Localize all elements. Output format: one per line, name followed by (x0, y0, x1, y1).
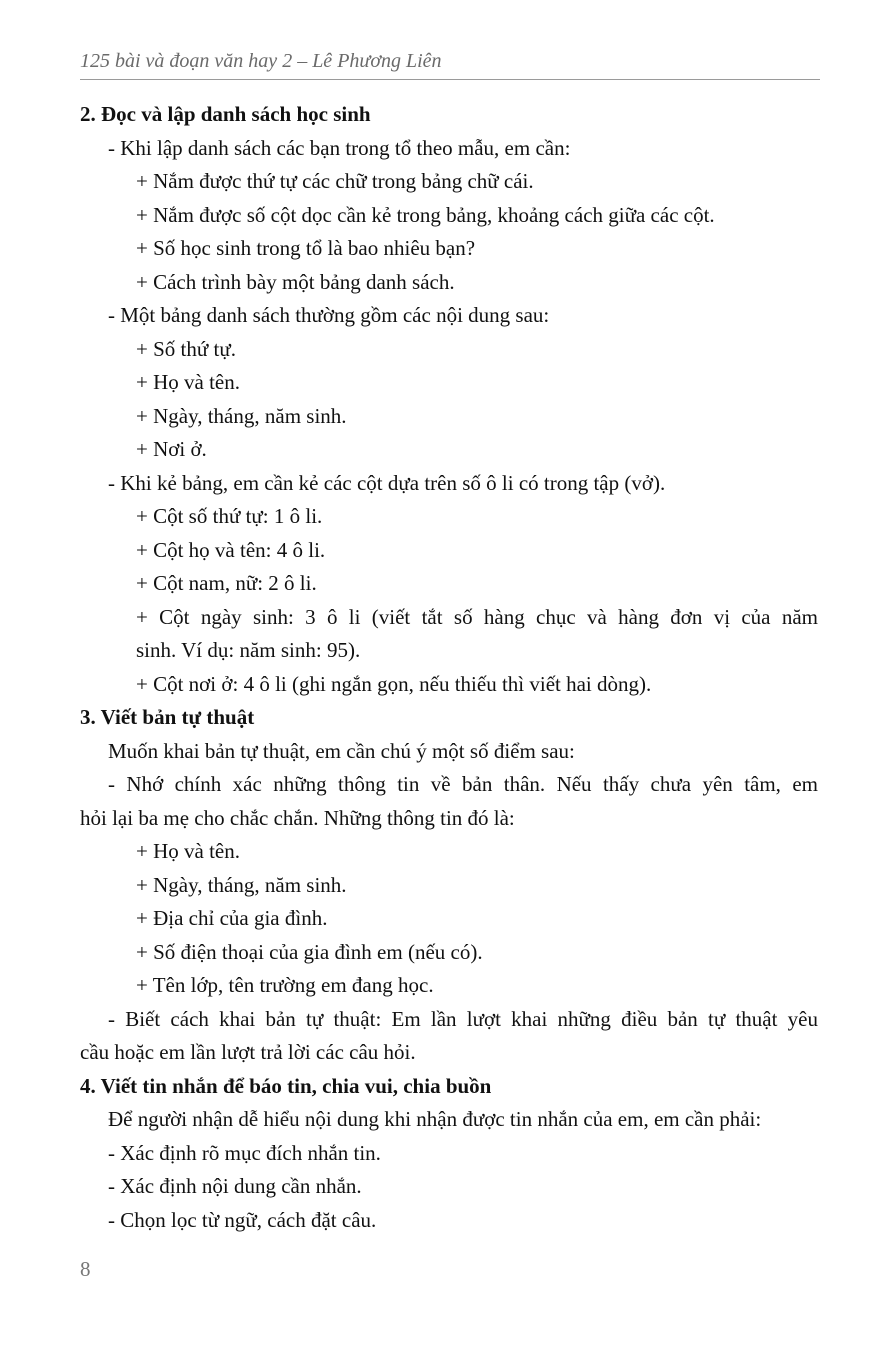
section-heading: 3. Viết bản tự thuật (80, 705, 255, 729)
list-item: + Họ và tên. (136, 370, 240, 394)
list-item-wrap-line2: sinh. Ví dụ: năm sinh: 95). (136, 638, 361, 662)
list-item: + Cột số thứ tự: 1 ô li. (136, 504, 323, 528)
list-item: + Cách trình bày một bảng danh sách. (136, 269, 455, 294)
list-item: + Cột nơi ở: 4 ô li (ghi ngắn gọn, nếu thiếu thì viết hai dòng). (136, 671, 652, 696)
paragraph-line: - Xác định nội dung cần nhắn. (108, 1174, 362, 1198)
paragraph-line: - Khi kẻ bảng, em cần kẻ các cột dựa trên số ô li có trong tập (vở). (108, 470, 666, 495)
list-item: + Địa chỉ của gia đình. (136, 906, 328, 930)
paragraph-line: - Xác định rõ mục đích nhắn tin. (108, 1140, 381, 1165)
header-divider (80, 79, 820, 80)
paragraph-line: - Chọn lọc từ ngữ, cách đặt câu. (108, 1207, 377, 1232)
list-item: + Số điện thoại của gia đình em (nếu có). (136, 939, 483, 964)
paragraph-wrap-line2: cầu hoặc em lần lượt trả lời các câu hỏi. (80, 1040, 416, 1064)
paragraph-line: - Khi lập danh sách các bạn trong tổ theo mẫu, em cần: (108, 135, 571, 160)
list-item: + Số thứ tự. (136, 336, 236, 361)
list-item: + Họ và tên. (136, 839, 240, 863)
list-item: + Ngày, tháng, năm sinh. (136, 403, 347, 428)
paragraph-wrap-line1: - Nhớ chính xác những thông tin về bản thân. Nếu thấy chưa yên tâm, em (108, 772, 818, 796)
paragraph-wrap-line2: hỏi lại ba mẹ cho chắc chắn. Những thông tin đó là: (80, 805, 515, 830)
paragraph-line: - Một bảng danh sách thường gồm các nội dung sau: (108, 303, 550, 327)
list-item: + Tên lớp, tên trường em đang học. (136, 973, 434, 997)
paragraph-line: Để người nhận dễ hiểu nội dung khi nhận được tin nhắn của em, em cần phải: (108, 1107, 762, 1131)
page-body (80, 98, 818, 1237)
page-number: 8 (80, 1257, 91, 1281)
section-heading: 4. Viết tin nhắn để báo tin, chia vui, chia buồn (80, 1073, 492, 1098)
list-item: + Cột họ và tên: 4 ô li. (136, 537, 326, 562)
running-header: 125 bài và đoạn văn hay 2 – Lê Phương Liên (80, 50, 442, 72)
list-item: + Nơi ở. (136, 437, 207, 461)
list-item-wrap-line1: + Cột ngày sinh: 3 ô li (viết tắt số hàng chục và hàng đơn vị của năm (136, 604, 818, 629)
paragraph-wrap-line1: - Biết cách khai bản tự thuật: Em lần lượt khai những điều bản tự thuật yêu (108, 1006, 818, 1031)
section-heading: 2. Đọc và lập danh sách học sinh (80, 102, 371, 126)
list-item: + Nắm được số cột dọc cần kẻ trong bảng, khoảng cách giữa các cột. (136, 202, 715, 227)
paragraph-line: Muốn khai bản tự thuật, em cần chú ý một số điểm sau: (108, 738, 575, 763)
list-item: + Ngày, tháng, năm sinh. (136, 872, 347, 897)
list-item: + Cột nam, nữ: 2 ô li. (136, 571, 317, 595)
list-item: + Số học sinh trong tổ là bao nhiêu bạn? (136, 236, 476, 260)
list-item: + Nắm được thứ tự các chữ trong bảng chữ cái. (136, 169, 534, 193)
